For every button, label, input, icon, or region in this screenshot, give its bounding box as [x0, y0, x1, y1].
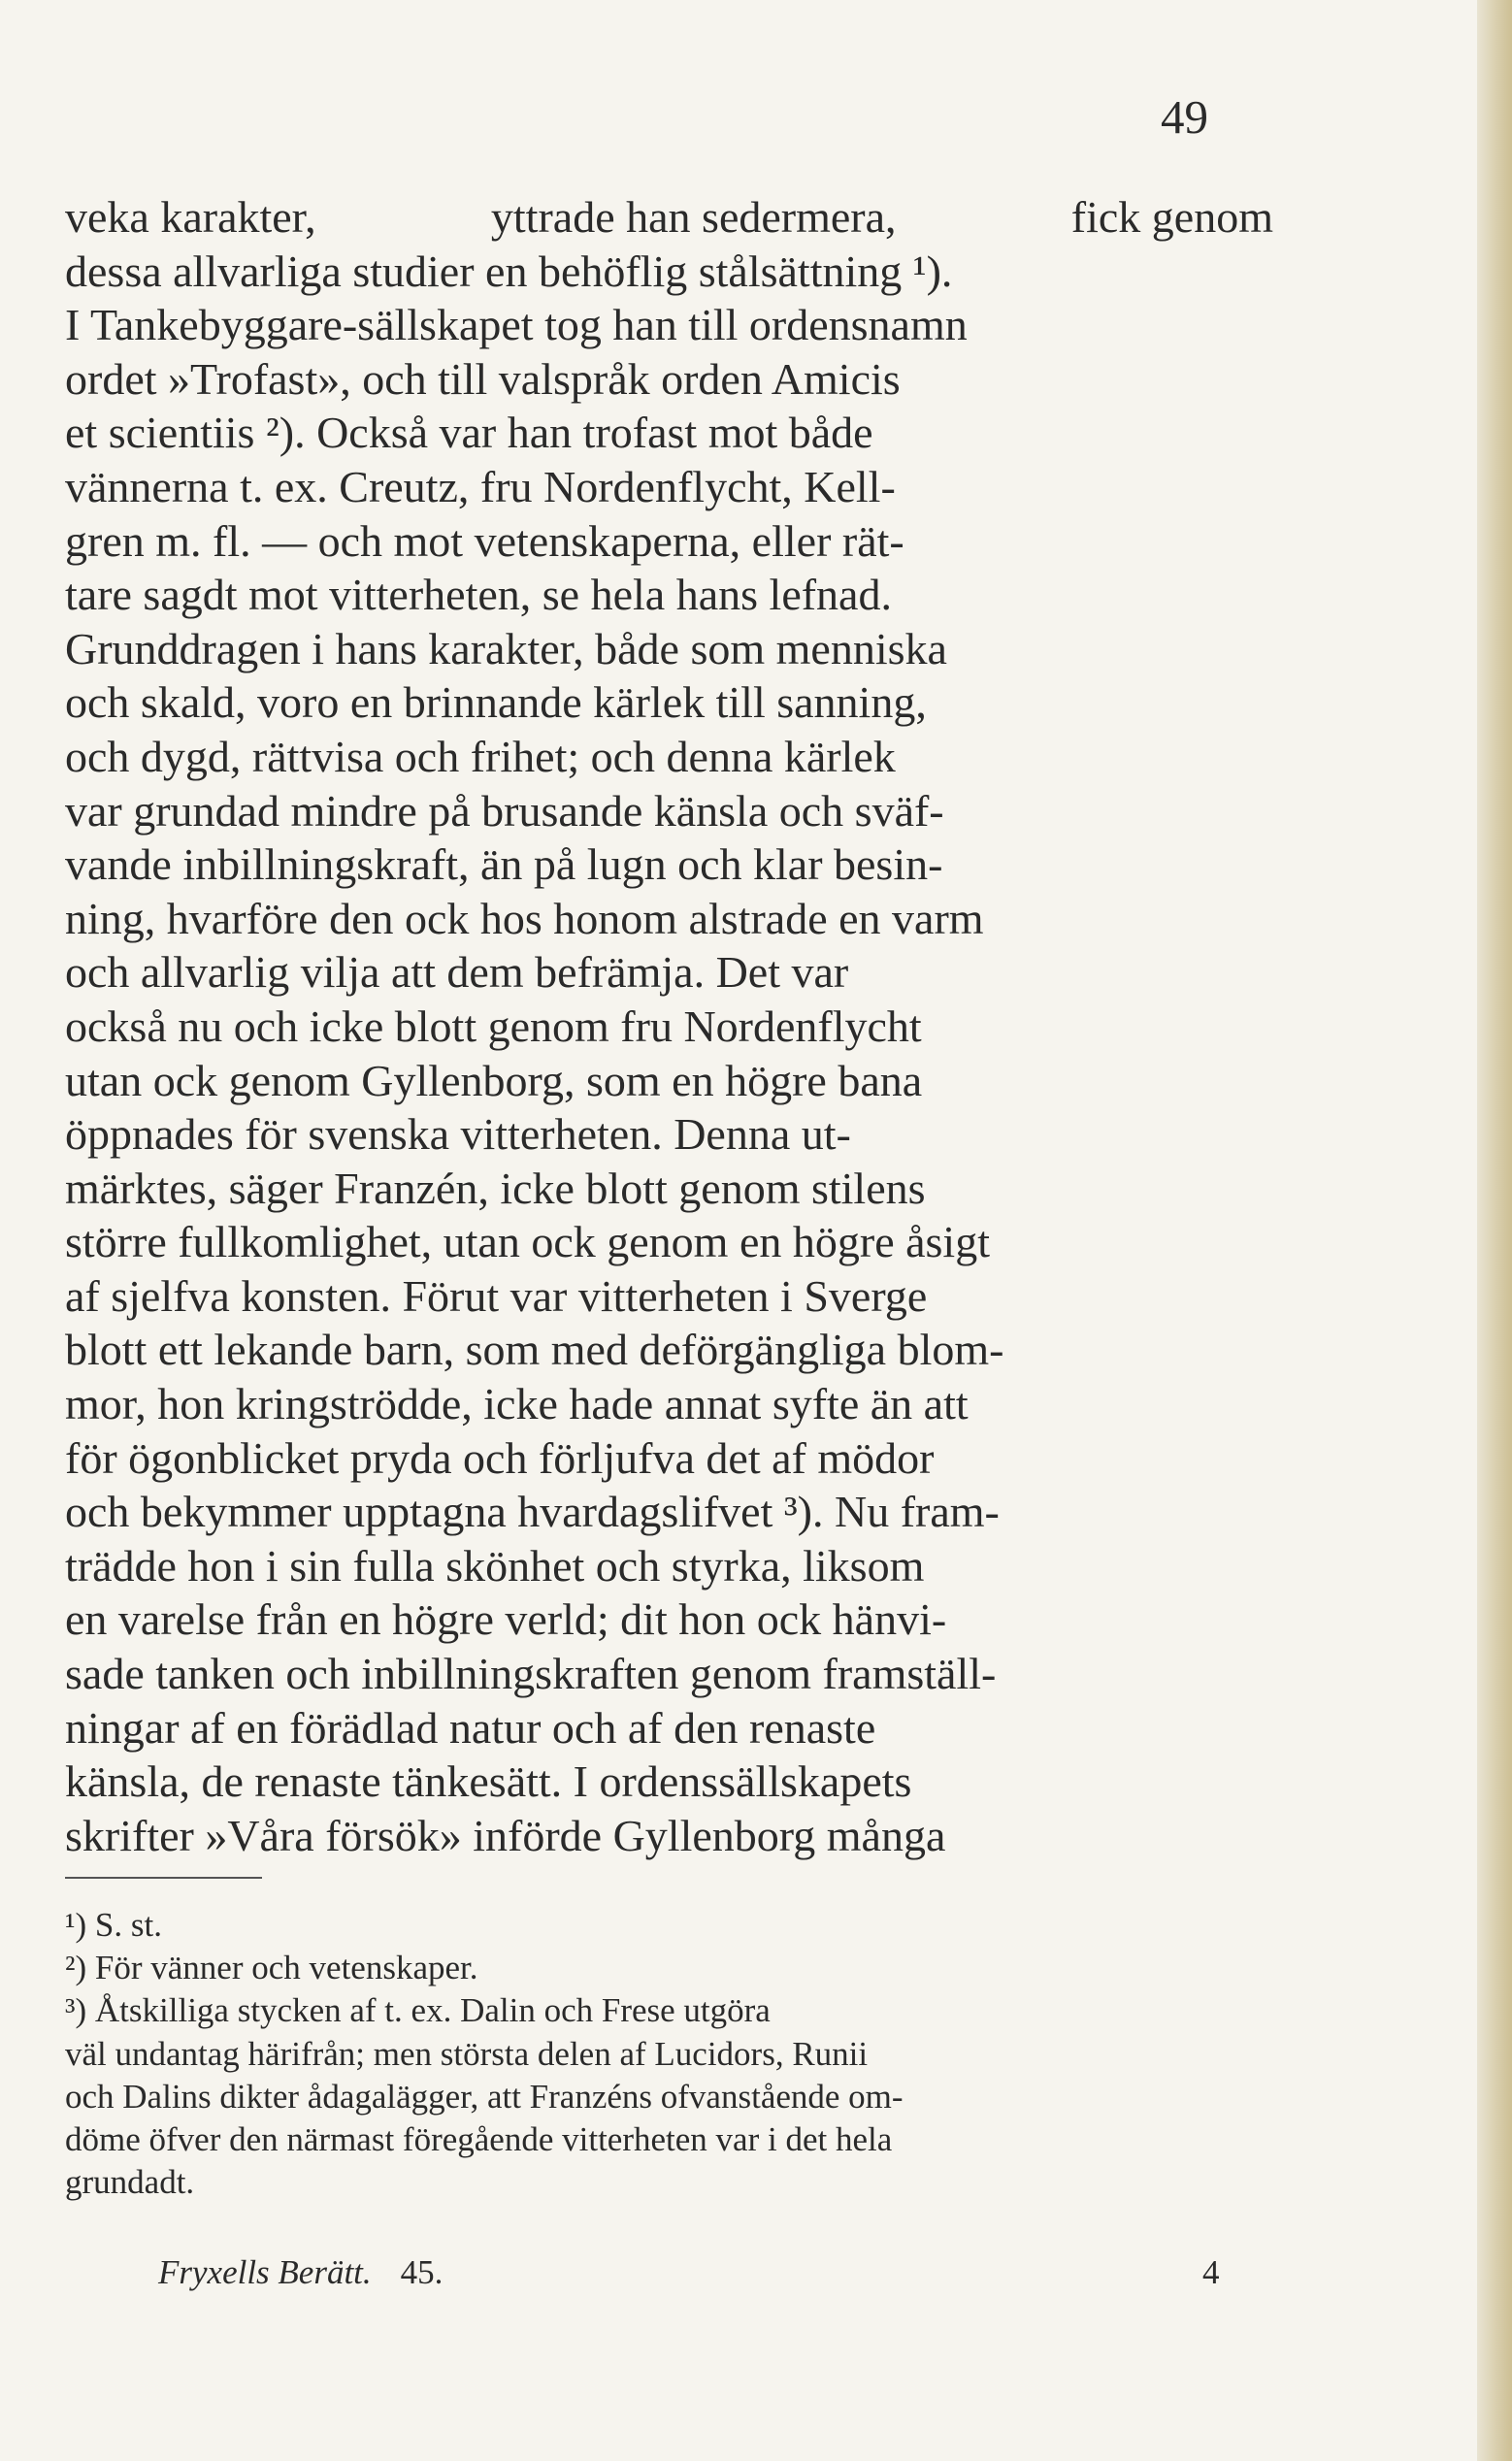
body-line-22: blott ett lekande barn, som med deförgängliga blom-	[65, 1325, 1004, 1375]
footnote-2: ²) För vänner och vetenskaper.	[65, 1949, 478, 1987]
page-edge	[1477, 0, 1512, 2461]
body-line-31: skrifter »Våra försök» införde Gyllenborg många	[65, 1810, 946, 1860]
signature-number: 45.	[400, 2253, 444, 2291]
body-line-26: trädde hon i sin fulla skönhet och styrka, liksom	[65, 1540, 925, 1591]
footnote-3-line-2: väl undantag härifrån; men största delen af Lucidors, Runii	[65, 2034, 869, 2073]
body-line-11: och dygd, rättvisa och frihet; och denna kärlek	[65, 731, 896, 781]
body-line-25: och bekymmer upptagna hvardagslifvet ³). Nu fram-	[65, 1487, 1000, 1537]
body-line-8: tare sagdt mot vitterheten, se hela hans lefnad.	[65, 570, 892, 620]
body-line-4: ordet »Trofast», och till valspråk orden Amicis	[65, 353, 901, 404]
footnote-divider	[65, 1877, 262, 1879]
body-line-6: vännerna t. ex. Creutz, fru Nordenflycht, Kell-	[65, 461, 896, 511]
footnote-3-line-3: och Dalins dikter ådagalägger, att Franzéns ofvanstående om-	[65, 2077, 904, 2116]
footnote-3-line-5: grundadt.	[65, 2163, 195, 2202]
body-text	[65, 190, 1273, 1862]
body-line-20: större fullkomlighet, utan ock genom en högre åsigt	[65, 1217, 990, 1267]
body-line-3: I Tankebyggare-sällskapet tog han till ordensnamn	[65, 300, 968, 350]
body-line-16: också nu och icke blott genom fru Nordenflycht	[65, 1001, 922, 1051]
footnote-3-line-4: döme öfver den närmast föregående vitterheten var i det hela	[65, 2119, 893, 2158]
body-line-17: utan ock genom Gyllenborg, som en högre bana	[65, 1055, 923, 1105]
body-line-7: gren m. fl. — och mot vetenskaperna, eller rät-	[65, 515, 904, 566]
body-line-29: ningar af en förädlad natur och af den renaste	[65, 1702, 876, 1753]
body-line-23: mor, hon kringströdde, icke hade annat syfte än att	[65, 1379, 969, 1429]
body-line-1: veka karakter, yttrade han sedermera, fick genom	[65, 192, 1273, 242]
body-line-13: vande inbillningskraft, än på lugn och klar besin-	[65, 839, 943, 890]
signature-line	[158, 2253, 1220, 2292]
body-line-5: et scientiis ²). Också var han trofast mot både	[65, 408, 873, 458]
body-line-30: känsla, de renaste tänkesätt. I ordenssällskapets	[65, 1756, 912, 1807]
signature-title: Fryxells Berätt.	[158, 2253, 372, 2291]
body-line-10: och skald, voro en brinnande kärlek till sanning,	[65, 677, 927, 728]
body-line-28: sade tanken och inbillningskraften genom framställ-	[65, 1649, 997, 1699]
footnotes	[65, 1904, 1273, 2204]
footnote-3-line-1: ³) Åtskilliga stycken af t. ex. Dalin och Frese utgöra	[65, 1991, 771, 2030]
body-line-19: märktes, säger Franzén, icke blott genom stilens	[65, 1163, 926, 1213]
footnote-1: ¹) S. st.	[65, 1906, 162, 1944]
body-line-27: en varelse från en högre verld; dit hon ock hänvi-	[65, 1594, 947, 1645]
body-line-15: och allvarlig vilja att dem befrämja. Det var	[65, 947, 849, 998]
body-line-24: för ögonblicket pryda och förljufva det af mödor	[65, 1432, 935, 1483]
body-line-14: ning, hvarföre den ock hos honom alstrade en varm	[65, 893, 984, 943]
body-line-12: var grundad mindre på brusande känsla och sväf-	[65, 785, 944, 836]
body-line-9: Grunddragen i hans karakter, både som menniska	[65, 623, 947, 673]
body-line-21: af sjelfva konsten. Förut var vitterheten i Sverge	[65, 1270, 928, 1321]
sheet-number: 4	[1202, 2253, 1220, 2291]
page-number: 49	[1161, 90, 1208, 144]
body-line-2: dessa allvarliga studier en behöflig stålsättning ¹).	[65, 246, 953, 296]
body-line-18: öppnades för svenska vitterheten. Denna ut-	[65, 1109, 851, 1160]
